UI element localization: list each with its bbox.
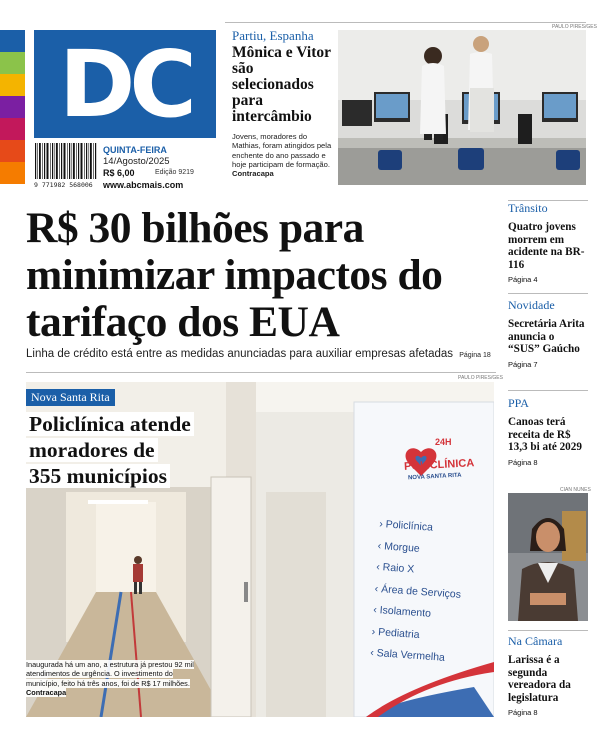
- website-link[interactable]: www.abcmais.com: [103, 180, 184, 190]
- sidebar-kicker: Novidade: [508, 298, 555, 312]
- sidebar-page-ref: Página 7: [508, 359, 538, 369]
- sidebar-item-transito[interactable]: [508, 201, 588, 284]
- feature-headline-line: 355 municípios: [26, 464, 170, 488]
- masthead-logo[interactable]: [34, 30, 216, 138]
- sidebar-portrait-photo[interactable]: [508, 493, 588, 621]
- sidebar-item-ppa[interactable]: [508, 396, 588, 467]
- main-headline[interactable]: R$ 30 bilhões para minimizar impactos do tarifaço dos EUA: [26, 204, 443, 346]
- sign-item: › Policlínica: [378, 517, 434, 534]
- feature-caption-ref[interactable]: Contracapa: [26, 687, 67, 697]
- feature-headline[interactable]: [26, 411, 194, 489]
- top-story-body: [232, 132, 334, 178]
- edition-number: Edição 9219: [155, 169, 194, 176]
- logo-text: DC: [59, 30, 191, 138]
- top-story-headline[interactable]: Mônica e Vitor são selecionados para intercâmbio: [232, 44, 331, 125]
- photo-credit-top: PAULO PIRES/GES: [552, 24, 597, 30]
- top-story-kicker[interactable]: Partiu, Espanha: [232, 28, 314, 43]
- main-subhead-text: Linha de crédito está entre as medidas anunciadas para auxiliar empresas afetadas: [26, 348, 454, 360]
- sign-subtitle: NOVA SANTA RITA: [407, 472, 462, 482]
- feature-headline-line: Policlínica atende: [26, 412, 194, 436]
- sidebar-page-ref: Página 8: [508, 708, 538, 717]
- issue-date: 14/Agosto/2025: [103, 156, 170, 167]
- weekday: QUINTA-FEIRA: [103, 145, 167, 155]
- sidebar-kicker: Na Câmara: [508, 634, 563, 648]
- top-story-photo[interactable]: [338, 30, 586, 185]
- feature-headline-line: moradores de: [26, 438, 158, 462]
- top-story-text: Jovens, moradores do Mathias, foram atingidos pela enchente do ano passado e hoje participam de formação.: [232, 132, 332, 169]
- sidebar-headline: Canoas terá receita de R$ 13,3 bi até 2029: [508, 416, 582, 453]
- sign-item: ‹ Morgue: [377, 539, 421, 555]
- sign-hours: 24H: [435, 437, 452, 447]
- sidebar-divider: [508, 630, 588, 631]
- price: R$ 6,00: [103, 168, 135, 178]
- sidebar-headline: Larissa é a segunda vereadora da legislatura: [508, 654, 571, 704]
- main-subhead: [26, 348, 491, 360]
- sign-item: ‹ Raio X: [375, 560, 415, 576]
- sign-item: › Pediatria: [371, 625, 420, 641]
- feature-kicker[interactable]: Nova Santa Rita: [26, 389, 115, 406]
- barcode-number: 9 771982 568006: [34, 181, 93, 189]
- sidebar-page-ref: Página 4: [508, 275, 538, 284]
- feature-caption: [26, 660, 204, 697]
- sidebar-kicker: Trânsito: [508, 201, 548, 215]
- sidebar-divider: [508, 390, 588, 391]
- sidebar-item-camara[interactable]: [508, 634, 588, 717]
- sign-title: POLICLÍNICA: [403, 457, 475, 473]
- feature-caption-text: Inaugurada há um ano, a estrutura já prestou 92 mil atendimentos de urgência. O investimento do município, feito há três anos, foi de R$ 17 milhões.: [26, 660, 194, 688]
- main-divider: [26, 372, 496, 373]
- sign-item: ‹ Sala Vermelha: [369, 646, 446, 664]
- photo-credit-feature: PAULO PIRES/GES: [458, 375, 503, 381]
- top-story-page-ref[interactable]: Contracapa: [232, 169, 274, 179]
- sidebar-item-novidade[interactable]: [508, 298, 588, 369]
- sidebar-headline: Quatro jovens morrem em acidente na BR-116: [508, 221, 585, 271]
- top-divider: [225, 22, 586, 23]
- sidebar-kicker: PPA: [508, 396, 529, 410]
- sidebar-divider: [508, 293, 588, 294]
- sign-item: ‹ Isolamento: [372, 603, 432, 620]
- sidebar-page-ref: Página 8: [508, 457, 538, 467]
- photo-credit-sidebar: CIAN NUNES: [560, 487, 591, 493]
- sign-item: ‹ Área de Serviços: [374, 582, 462, 601]
- main-page-ref[interactable]: Página 18: [459, 352, 491, 359]
- sign-directory: [370, 514, 467, 670]
- sidebar-headline: Secretária Arita anuncia o “SUS” Gaúcho: [508, 318, 585, 355]
